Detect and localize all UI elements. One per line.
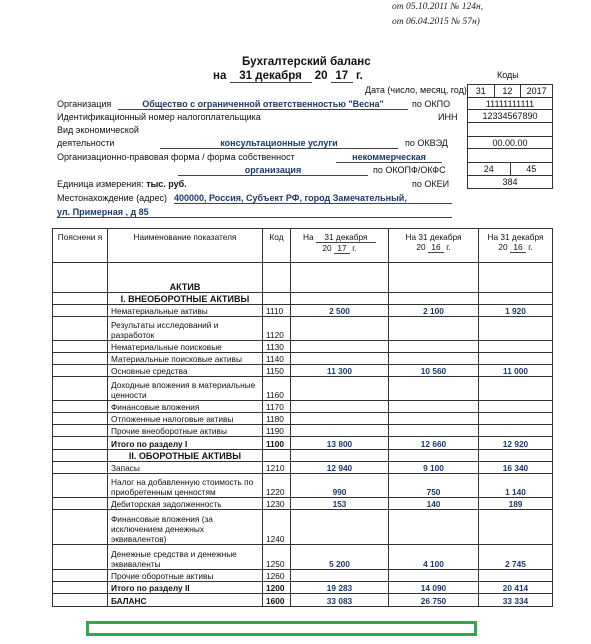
code-blank-2 bbox=[468, 149, 552, 163]
unit-value: тыс. руб. bbox=[146, 179, 187, 189]
cell-notes bbox=[53, 365, 108, 377]
cell-value-2016: 2 100 bbox=[389, 305, 479, 317]
order-note-2: от 06.04.2015 № 57н) bbox=[392, 17, 480, 27]
inn-label: ИНН bbox=[438, 112, 458, 122]
header-col3-suffix: г. bbox=[528, 242, 533, 252]
cell-value-2017: 990 bbox=[291, 474, 389, 498]
header-col3-year: 16 bbox=[510, 242, 526, 253]
table-row bbox=[53, 365, 553, 377]
header-col1-top: На bbox=[303, 232, 314, 242]
code-okpo: 11111111111 bbox=[468, 98, 552, 111]
cell-name: Денежные средства и денежные эквиваленты bbox=[108, 545, 263, 570]
cell-notes bbox=[53, 317, 108, 341]
cell-name: Итого по разделу I bbox=[108, 437, 263, 450]
cell-value-2015: 1 140 bbox=[479, 474, 553, 498]
table-row bbox=[53, 594, 553, 607]
table-row bbox=[53, 305, 553, 317]
code-date-month: 12 bbox=[495, 85, 522, 97]
cell-value-2017: 12 940 bbox=[291, 462, 389, 474]
header-col2-year-prefix: 20 bbox=[416, 242, 426, 252]
table-row bbox=[53, 498, 553, 510]
date-label: Дата (число, месяц, год) bbox=[365, 85, 467, 95]
cell-value-2016 bbox=[389, 425, 479, 437]
balance-highlight bbox=[86, 621, 477, 636]
cell-notes bbox=[53, 413, 108, 425]
cell-name: Прочие внеоборотные активы bbox=[108, 425, 263, 437]
cell-value-2016 bbox=[389, 510, 479, 545]
cell-notes bbox=[53, 450, 108, 462]
header-col3-top: На 31 декабря bbox=[487, 232, 544, 242]
code-date-year: 2017 bbox=[526, 86, 547, 96]
cell-notes bbox=[53, 498, 108, 510]
cell-name: Налог на добавленную стоимость по приобретенным ценностям bbox=[108, 474, 263, 498]
cell-name: I. ВНЕОБОРОТНЫЕ АКТИВЫ bbox=[108, 293, 263, 305]
inn-label-left: Идентификационный номер налогоплательщика bbox=[57, 112, 261, 122]
table-row bbox=[53, 450, 553, 462]
cell-value-2016 bbox=[389, 377, 479, 401]
date-day-month: 31 декабря bbox=[230, 70, 312, 83]
cell-value-2017 bbox=[291, 450, 389, 462]
cell-code: 1160 bbox=[263, 377, 291, 401]
cell-value-2016 bbox=[389, 263, 479, 293]
cell-value-2015 bbox=[479, 401, 553, 413]
code-inn: 12334567890 bbox=[468, 110, 552, 123]
cell-value-2017: 11 300 bbox=[291, 365, 389, 377]
cell-value-2015 bbox=[479, 263, 553, 293]
cell-notes bbox=[53, 353, 108, 365]
table-row bbox=[53, 293, 553, 305]
cell-value-2016: 750 bbox=[389, 474, 479, 498]
date-prefix: на bbox=[213, 70, 227, 82]
cell-value-2017 bbox=[291, 377, 389, 401]
cell-value-2017 bbox=[291, 413, 389, 425]
cell-code bbox=[263, 293, 291, 305]
cell-value-2015 bbox=[479, 510, 553, 545]
cell-value-2017: 13 800 bbox=[291, 437, 389, 450]
cell-value-2016: 9 100 bbox=[389, 462, 479, 474]
title-date-line bbox=[213, 70, 363, 83]
header-col1-year: 17 bbox=[334, 243, 350, 254]
header-col3-year-prefix: 20 bbox=[498, 242, 508, 252]
cell-value-2015 bbox=[479, 317, 553, 341]
page-title: Бухгалтерский баланс bbox=[242, 56, 371, 68]
cell-code: 1240 bbox=[263, 510, 291, 545]
cell-value-2015: 11 000 bbox=[479, 365, 553, 377]
cell-notes bbox=[53, 293, 108, 305]
cell-value-2016 bbox=[389, 570, 479, 582]
cell-notes bbox=[53, 425, 108, 437]
header-col1-date: 31 декабря bbox=[316, 232, 376, 243]
cell-notes bbox=[53, 341, 108, 353]
cell-value-2017: 19 283 bbox=[291, 582, 389, 594]
address-value-2: ул. Примерная , д 85 bbox=[57, 207, 452, 218]
okved-label: по ОКВЭД bbox=[405, 138, 448, 148]
cell-code: 1100 bbox=[263, 437, 291, 450]
table-row bbox=[53, 317, 553, 341]
cell-value-2015: 20 414 bbox=[479, 582, 553, 594]
cell-notes bbox=[53, 401, 108, 413]
cell-value-2015: 2 745 bbox=[479, 545, 553, 570]
header-col2-top: На 31 декабря bbox=[405, 232, 462, 242]
cell-code: 1180 bbox=[263, 413, 291, 425]
cell-code: 1210 bbox=[263, 462, 291, 474]
cell-value-2017: 153 bbox=[291, 498, 389, 510]
table-row bbox=[53, 462, 553, 474]
header-col2-year: 16 bbox=[428, 242, 444, 253]
cell-name: Нематериальные поисковые bbox=[108, 341, 263, 353]
legal-form-value-2: организация bbox=[178, 165, 368, 176]
cell-value-2015 bbox=[479, 450, 553, 462]
cell-value-2015: 33 334 bbox=[479, 594, 553, 607]
cell-notes bbox=[53, 474, 108, 498]
cell-value-2017: 2 500 bbox=[291, 305, 389, 317]
address-label: Местонахождение (адрес) bbox=[57, 193, 167, 203]
cell-value-2016 bbox=[389, 293, 479, 305]
cell-name: Нематериальные активы bbox=[108, 305, 263, 317]
cell-value-2017 bbox=[291, 401, 389, 413]
cell-notes bbox=[53, 594, 108, 607]
cell-name: Дебиторская задолженность bbox=[108, 498, 263, 510]
cell-value-2016 bbox=[389, 317, 479, 341]
cell-value-2016: 14 090 bbox=[389, 582, 479, 594]
table-row bbox=[53, 545, 553, 570]
cell-notes bbox=[53, 510, 108, 545]
table-row bbox=[53, 570, 553, 582]
header-notes: Пояснени я bbox=[53, 229, 108, 263]
cell-name: Отложенные налоговые активы bbox=[108, 413, 263, 425]
cell-value-2016 bbox=[389, 450, 479, 462]
cell-value-2017 bbox=[291, 425, 389, 437]
cell-code: 1250 bbox=[263, 545, 291, 570]
table-row bbox=[53, 425, 553, 437]
cell-notes bbox=[53, 377, 108, 401]
cell-code: 1220 bbox=[263, 474, 291, 498]
cell-code: 1260 bbox=[263, 570, 291, 582]
cell-value-2017 bbox=[291, 510, 389, 545]
cell-name: Запасы bbox=[108, 462, 263, 474]
cell-notes bbox=[53, 305, 108, 317]
cell-value-2015 bbox=[479, 425, 553, 437]
codes-date-row bbox=[468, 85, 552, 98]
cell-notes bbox=[53, 263, 108, 293]
cell-value-2015: 1 920 bbox=[479, 305, 553, 317]
okopf-label: по ОКОПФ/ОКФС bbox=[373, 165, 446, 175]
cell-code: 1200 bbox=[263, 582, 291, 594]
balance-table bbox=[52, 228, 553, 607]
unit-label-text: Единица измерения: bbox=[57, 179, 144, 189]
code-blank bbox=[468, 123, 552, 137]
header-col1-year-prefix: 20 bbox=[322, 243, 332, 253]
cell-value-2016 bbox=[389, 413, 479, 425]
table-row bbox=[53, 341, 553, 353]
cell-code: 1150 bbox=[263, 365, 291, 377]
cell-value-2016 bbox=[389, 353, 479, 365]
table-row bbox=[53, 353, 553, 365]
cell-notes bbox=[53, 437, 108, 450]
cell-name: Итого по разделу II bbox=[108, 582, 263, 594]
cell-value-2016 bbox=[389, 341, 479, 353]
header-col2 bbox=[389, 229, 479, 263]
cell-code: 1130 bbox=[263, 341, 291, 353]
cell-value-2015: 16 340 bbox=[479, 462, 553, 474]
date-year: 17 bbox=[331, 70, 353, 83]
address-value: 400000, Россия, Субъект РФ, город Замечательный, bbox=[174, 193, 452, 204]
cell-notes bbox=[53, 462, 108, 474]
cell-value-2016: 26 750 bbox=[389, 594, 479, 607]
header-name: Наименование показателя bbox=[108, 229, 263, 263]
cell-code: 1190 bbox=[263, 425, 291, 437]
cell-name: Финансовые вложения (за исключением денежных эквивалентов) bbox=[108, 510, 263, 545]
cell-name: II. ОБОРОТНЫЕ АКТИВЫ bbox=[108, 450, 263, 462]
date-year-prefix: 20 bbox=[314, 70, 328, 82]
table-header-row bbox=[53, 229, 553, 263]
code-date-day: 31 bbox=[468, 85, 495, 97]
header-col3 bbox=[479, 229, 553, 263]
cell-name: Прочие оборотные активы bbox=[108, 570, 263, 582]
cell-value-2017 bbox=[291, 570, 389, 582]
cell-notes bbox=[53, 570, 108, 582]
cell-value-2016: 140 bbox=[389, 498, 479, 510]
header-col1 bbox=[291, 229, 389, 263]
table-row bbox=[53, 377, 553, 401]
table-row bbox=[53, 437, 553, 450]
cell-value-2015: 12 920 bbox=[479, 437, 553, 450]
code-okved: 00.00.00 bbox=[468, 137, 552, 150]
cell-code: 1120 bbox=[263, 317, 291, 341]
cell-name: АКТИВ bbox=[108, 263, 263, 293]
cell-name: Материальные поисковые активы bbox=[108, 353, 263, 365]
order-note-1: от 05.10.2011 № 124н, bbox=[392, 2, 484, 12]
cell-value-2015: 189 bbox=[479, 498, 553, 510]
cell-value-2015 bbox=[479, 570, 553, 582]
legal-form-value: некоммерческая bbox=[336, 152, 442, 163]
codes-box bbox=[467, 84, 553, 189]
cell-value-2015 bbox=[479, 341, 553, 353]
okpo-label: по ОКПО bbox=[412, 99, 451, 109]
cell-value-2016 bbox=[389, 401, 479, 413]
cell-value-2017 bbox=[291, 293, 389, 305]
cell-value-2017 bbox=[291, 263, 389, 293]
cell-value-2015 bbox=[479, 377, 553, 401]
activity-label-1: Вид экономической bbox=[57, 125, 139, 135]
cell-code: 1170 bbox=[263, 401, 291, 413]
table-row bbox=[53, 474, 553, 498]
cell-value-2017 bbox=[291, 317, 389, 341]
cell-value-2015 bbox=[479, 353, 553, 365]
cell-code: 1110 bbox=[263, 305, 291, 317]
cell-code: 1230 bbox=[263, 498, 291, 510]
cell-value-2017 bbox=[291, 353, 389, 365]
table-row bbox=[53, 401, 553, 413]
cell-notes bbox=[53, 545, 108, 570]
unit-label bbox=[57, 179, 187, 189]
cell-code bbox=[263, 450, 291, 462]
code-okopf-row bbox=[468, 163, 552, 176]
org-label: Организация bbox=[57, 99, 112, 109]
cell-value-2016: 12 660 bbox=[389, 437, 479, 450]
cell-code: 1600 bbox=[263, 594, 291, 607]
cell-name: Доходные вложения в материальные ценности bbox=[108, 377, 263, 401]
cell-name: Результаты исследований и разработок bbox=[108, 317, 263, 341]
date-suffix: г. bbox=[355, 70, 363, 82]
header-col2-suffix: г. bbox=[446, 242, 451, 252]
table-row bbox=[53, 510, 553, 545]
codes-label: Коды bbox=[497, 70, 519, 80]
cell-value-2015 bbox=[479, 293, 553, 305]
code-okei: 384 bbox=[502, 176, 518, 187]
code-okfs: 45 bbox=[526, 164, 537, 174]
table-row bbox=[53, 582, 553, 594]
cell-value-2016: 10 560 bbox=[389, 365, 479, 377]
org-value: Общество с ограниченной ответственностью "Весна" bbox=[118, 99, 408, 110]
cell-value-2017 bbox=[291, 341, 389, 353]
cell-name: БАЛАНС bbox=[108, 594, 263, 607]
cell-name: Финансовые вложения bbox=[108, 401, 263, 413]
activity-value: консультационные услуги bbox=[160, 138, 398, 149]
header-col1-suffix: г. bbox=[352, 243, 357, 253]
cell-value-2015 bbox=[479, 413, 553, 425]
cell-value-2017: 33 083 bbox=[291, 594, 389, 607]
okei-label: по ОКЕИ bbox=[412, 179, 450, 189]
code-okopf: 24 bbox=[468, 163, 511, 175]
cell-name: Основные средства bbox=[108, 365, 263, 377]
legal-form-label: Организационно-правовая форма / форма собственност bbox=[57, 152, 295, 162]
cell-value-2017: 5 200 bbox=[291, 545, 389, 570]
table-row bbox=[53, 263, 553, 293]
cell-code bbox=[263, 263, 291, 293]
cell-code: 1140 bbox=[263, 353, 291, 365]
table-row bbox=[53, 413, 553, 425]
activity-label-2: деятельности bbox=[57, 138, 115, 148]
cell-notes bbox=[53, 582, 108, 594]
header-code: Код bbox=[263, 229, 291, 263]
cell-value-2016: 4 100 bbox=[389, 545, 479, 570]
